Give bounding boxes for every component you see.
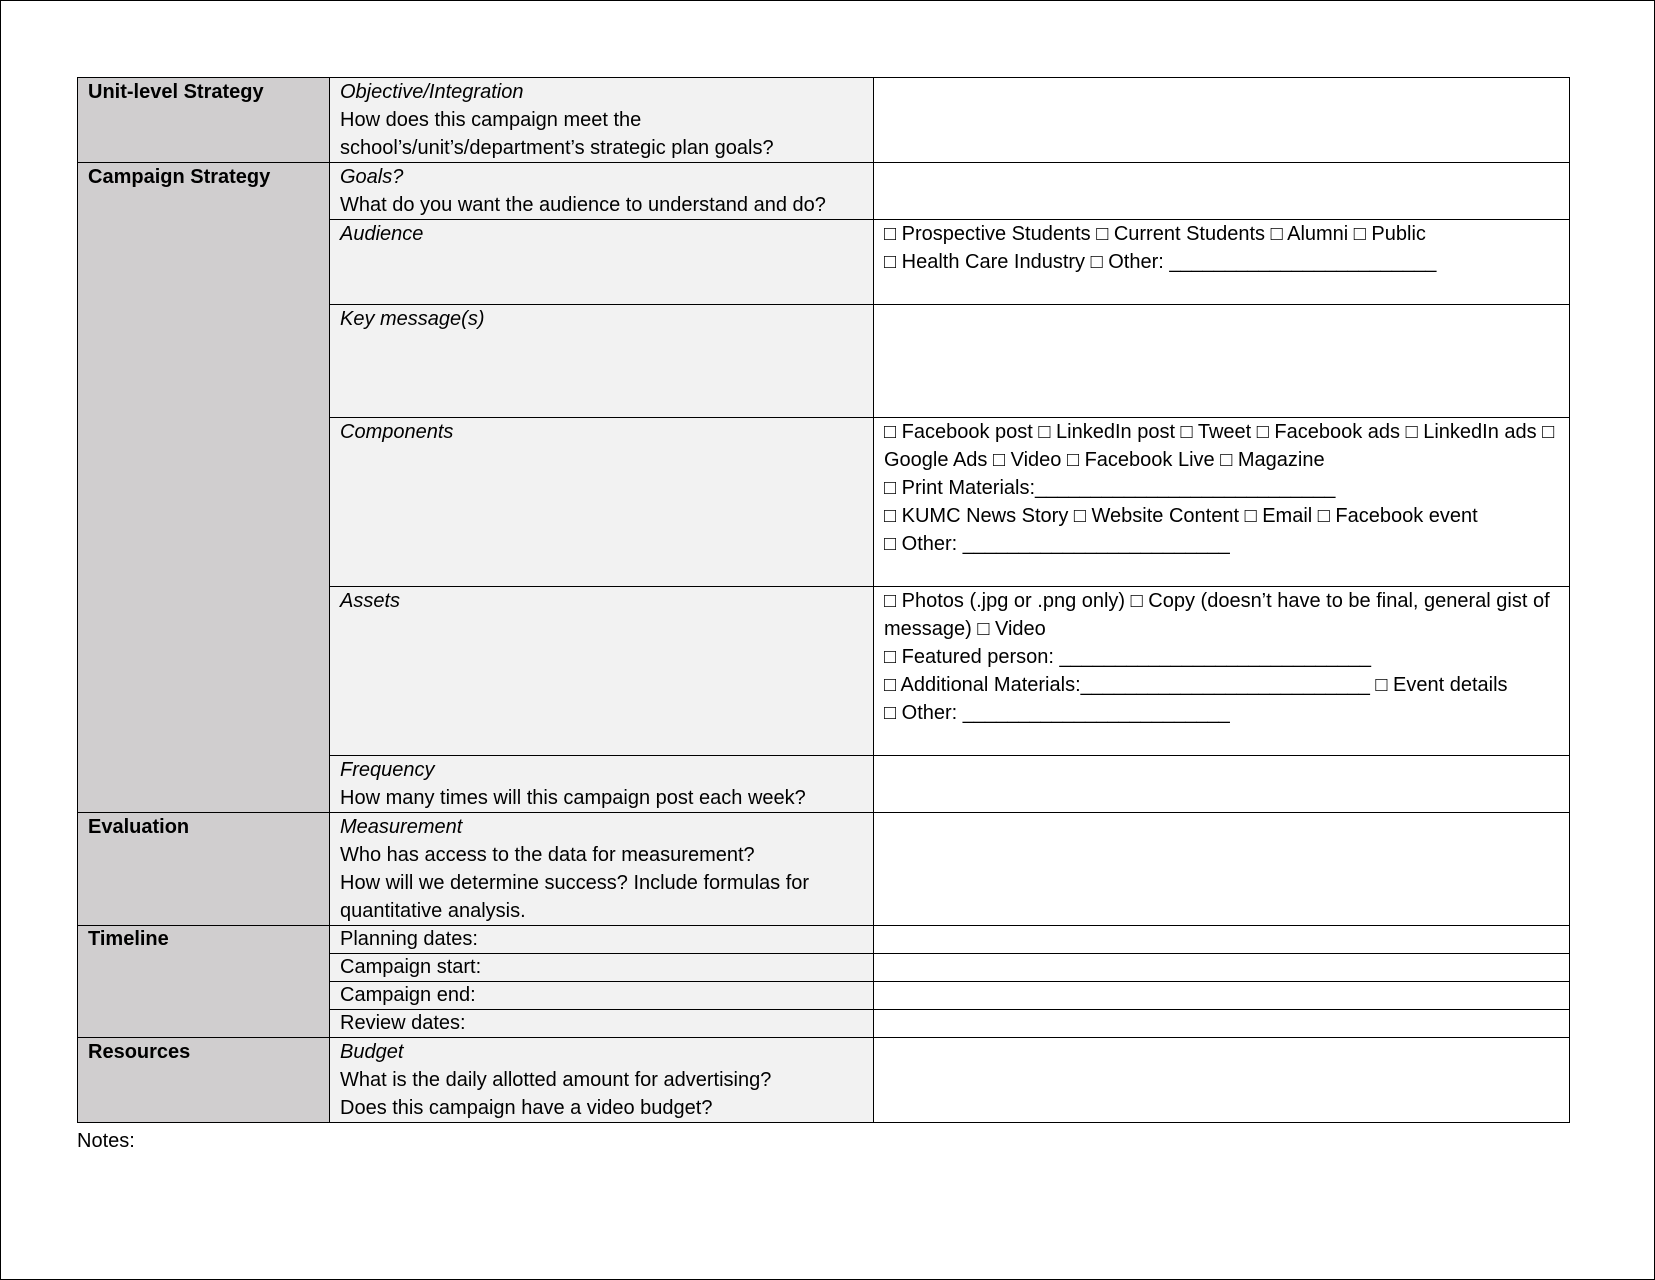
components-options[interactable] [874,418,1570,587]
row-budget [78,1038,1570,1123]
objective-label: Objective/Integration [340,81,524,103]
measurement-question: How will we determine success? Include formulas for quantitative analysis. [340,872,810,922]
row-objective [78,78,1570,163]
key-messages-question-cell [330,305,874,418]
audience-options-line[interactable]: □ Prospective Students □ Current Students □ Alumni □ Public [884,223,1426,245]
key-messages-answer-field[interactable] [874,305,1570,418]
components-question-cell [330,418,874,587]
measurement-label: Measurement [340,816,463,838]
campaign-planning-form [77,77,1569,1155]
assets-options-line[interactable]: □ Other: ________________________ [884,702,1230,724]
frequency-answer-field[interactable] [874,756,1570,813]
budget-question-cell [330,1038,874,1123]
category-timeline: Timeline [78,926,330,1038]
timeline-end-label: Campaign end: [330,982,874,1010]
audience-options[interactable] [874,220,1570,305]
frequency-question: How many times will this campaign post each week? [340,787,806,809]
goals-question: What do you want the audience to understand and do? [340,194,826,216]
campaign-plan-table [77,77,1570,1123]
assets-label: Assets [340,590,401,612]
row-planning-dates [78,926,1570,954]
key-messages-label: Key message(s) [340,308,485,330]
frequency-question-cell [330,756,874,813]
assets-options-line[interactable]: □ Photos (.jpg or .png only) □ Copy (doesn’t have to be final, general gist of message) □ Video [884,590,1550,640]
notes-label: Notes: [77,1130,135,1152]
objective-answer-field[interactable] [874,78,1570,163]
assets-question-cell [330,587,874,756]
category-resources: Resources [78,1038,330,1123]
budget-answer-field[interactable] [874,1038,1570,1123]
components-label: Components [340,421,454,443]
audience-question-cell [330,220,874,305]
planning-dates-field[interactable] [874,926,1570,954]
campaign-end-field[interactable] [874,982,1570,1010]
measurement-question: Who has access to the data for measurement? [340,844,755,866]
category-evaluation: Evaluation [78,813,330,926]
components-options-line[interactable]: □ Other: ________________________ [884,533,1230,555]
budget-question: Does this campaign have a video budget? [340,1097,713,1119]
components-options-line[interactable]: □ Facebook post □ LinkedIn post □ Tweet □ Facebook ads □ LinkedIn ads □ Google Ads □ Video □ Facebook Live □ Magazine [884,421,1555,471]
row-measurement [78,813,1570,926]
category-campaign-strategy: Campaign Strategy [78,163,330,813]
frequency-label: Frequency [340,759,435,781]
timeline-planning-label: Planning dates: [330,926,874,954]
assets-options-line[interactable]: □ Featured person: ____________________________ [884,646,1371,668]
category-unit-strategy: Unit-level Strategy [78,78,330,163]
assets-options[interactable] [874,587,1570,756]
measurement-answer-field[interactable] [874,813,1570,926]
goals-question-cell [330,163,874,220]
components-options-line[interactable]: □ Print Materials:___________________________ [884,477,1336,499]
budget-question: What is the daily allotted amount for advertising? [340,1069,772,1091]
objective-question: How does this campaign meet the school’s/unit’s/department’s strategic plan goals? [340,109,774,159]
audience-options-line[interactable]: □ Health Care Industry □ Other: ________________________ [884,251,1437,273]
review-dates-field[interactable] [874,1010,1570,1038]
timeline-start-label: Campaign start: [330,954,874,982]
measurement-question-cell [330,813,874,926]
assets-options-line[interactable]: □ Additional Materials:__________________________ □ Event details [884,674,1508,696]
objective-question-cell [330,78,874,163]
row-goals [78,163,1570,220]
goals-answer-field[interactable] [874,163,1570,220]
components-options-line[interactable]: □ KUMC News Story □ Website Content □ Email □ Facebook event [884,505,1478,527]
goals-label: Goals? [340,166,404,188]
audience-label: Audience [340,223,424,245]
budget-label: Budget [340,1041,404,1063]
timeline-review-label: Review dates: [330,1010,874,1038]
campaign-start-field[interactable] [874,954,1570,982]
